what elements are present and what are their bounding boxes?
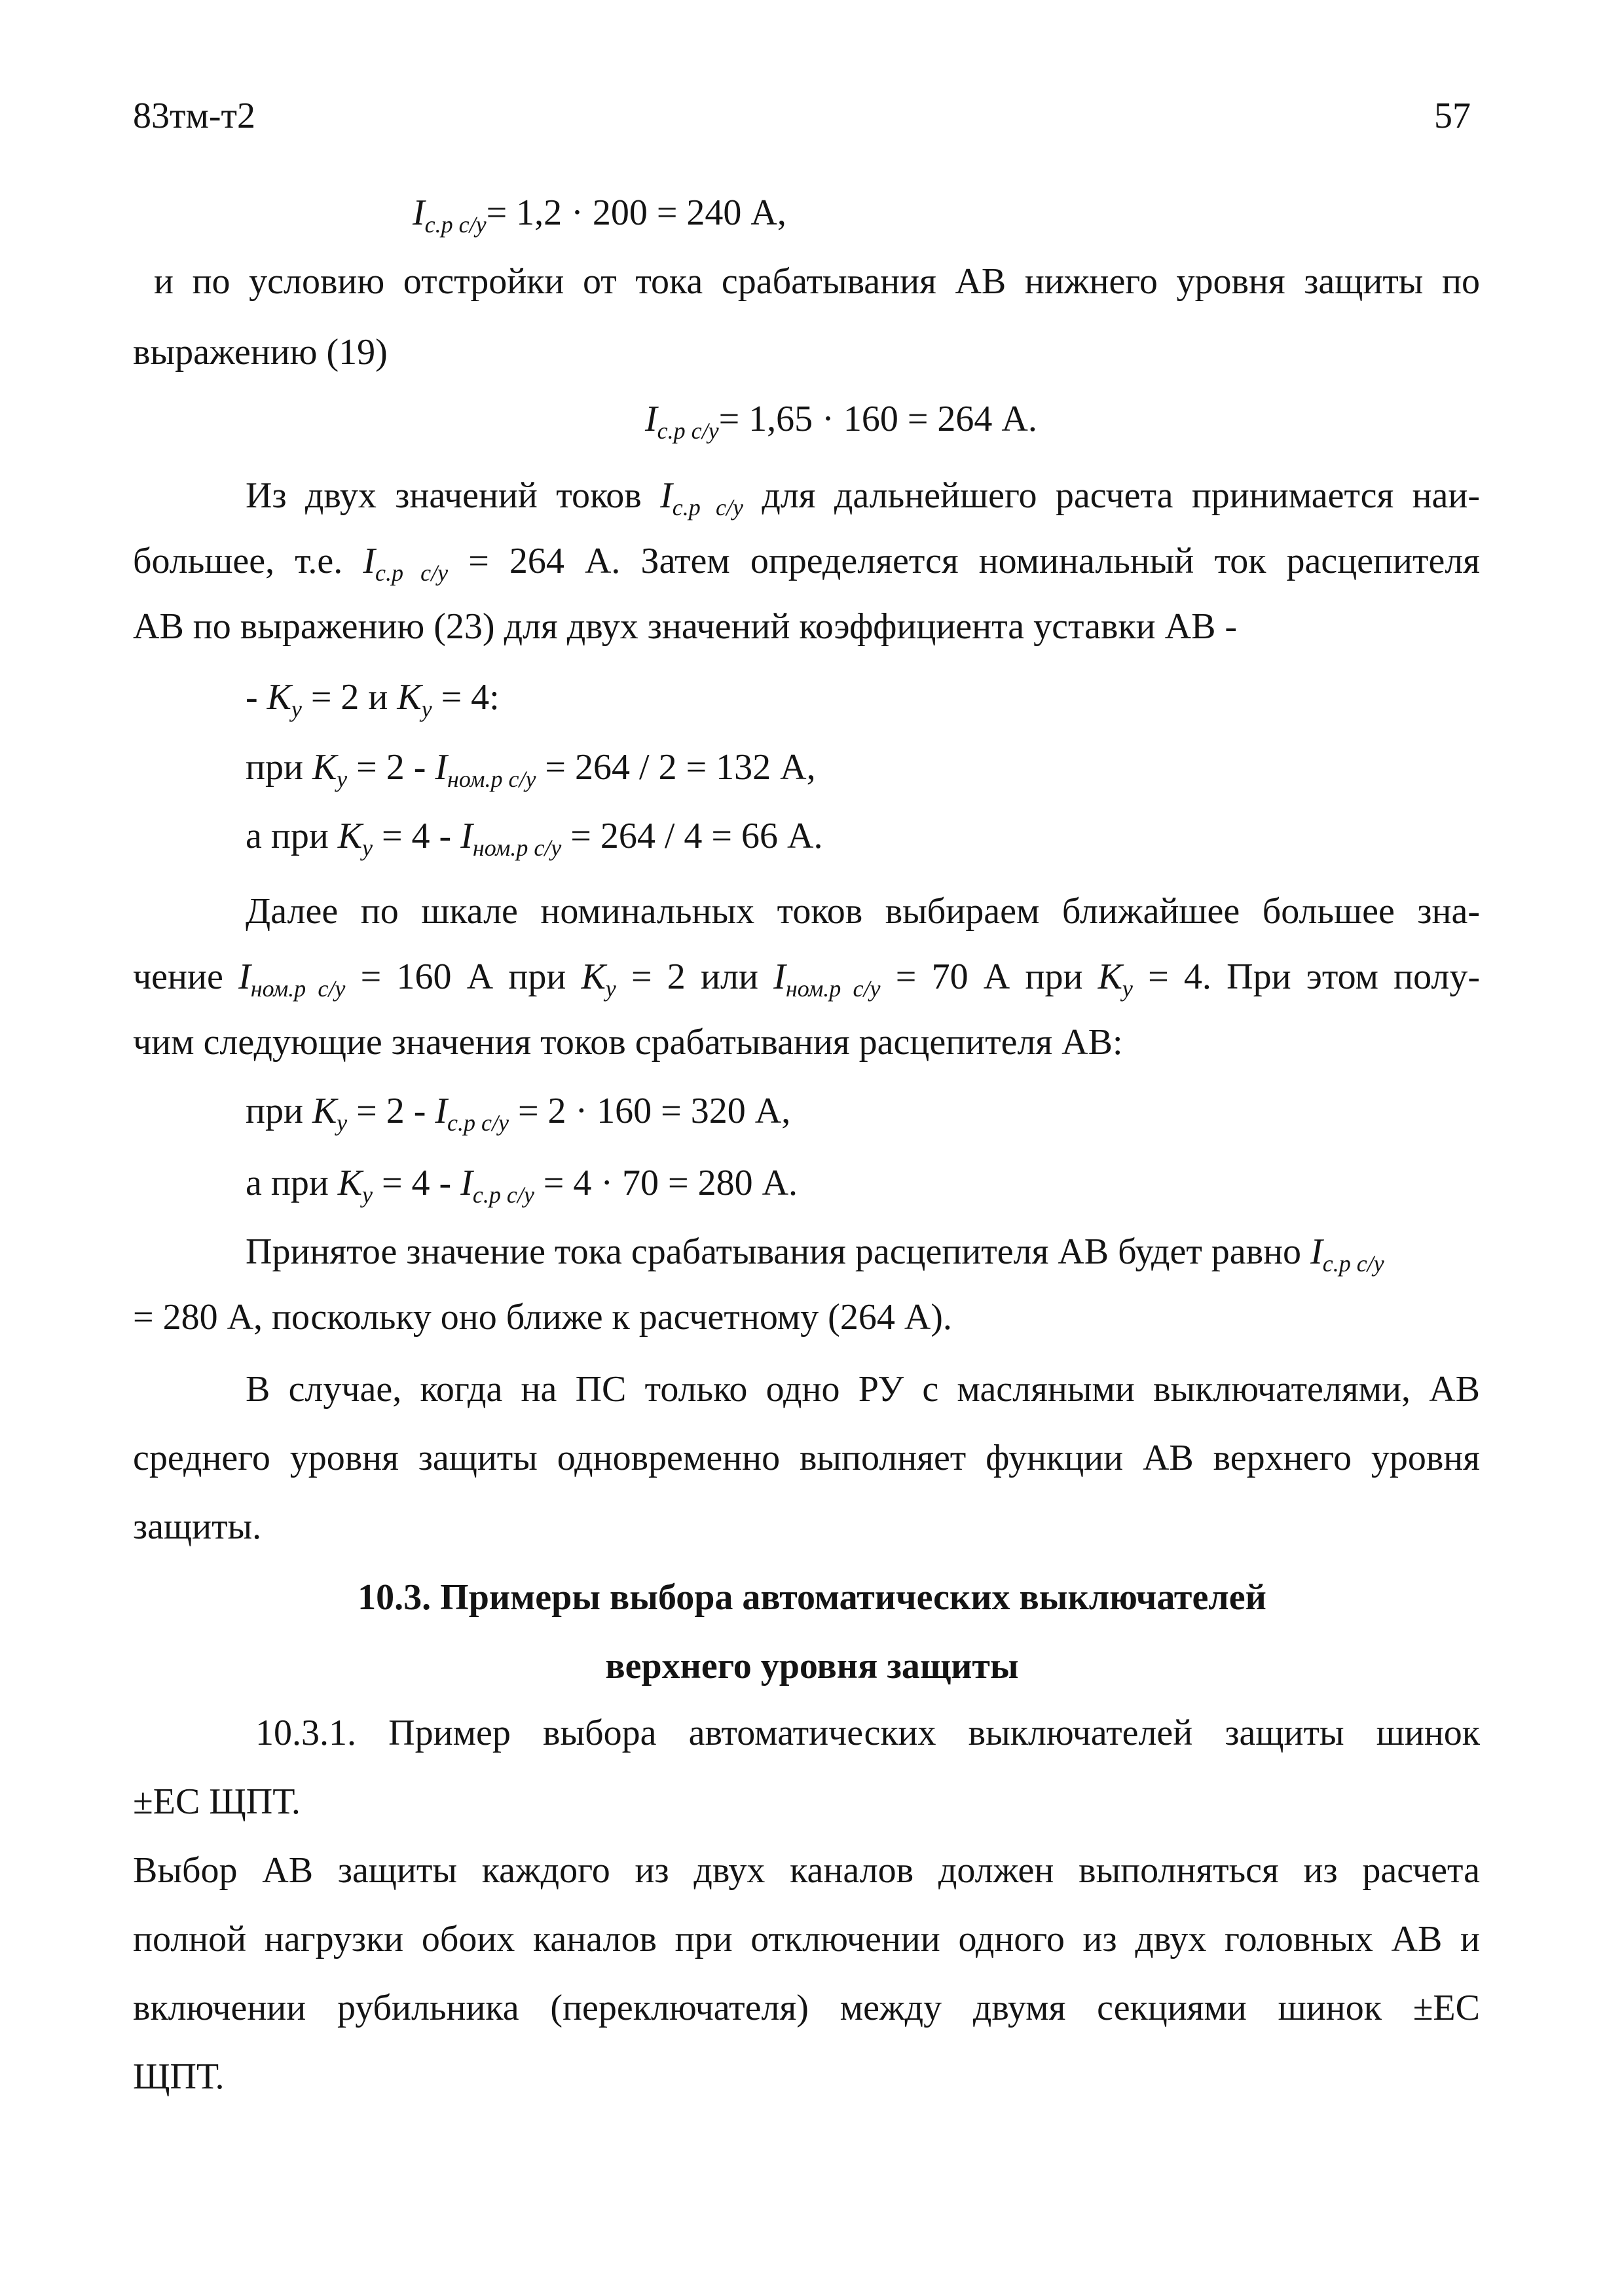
formula-2: $I_{с.р с/у}= 1,65 \cdot 160 = 264$ А. [645, 399, 1037, 444]
page-number: 57 [1434, 96, 1471, 136]
formula-5: при $К_у = 2 - I_{с.р с/у} = 2 \cdot 160 = 320$ А, [246, 1091, 791, 1136]
formula-6: а при $К_у = 4 - I_{с.р с/у} = 4 \cdot 70 = 280$ А. [246, 1163, 798, 1208]
paragraph-1-line-2: выражению (19) [133, 332, 388, 373]
paragraph-5-line-2: среднего уровня защиты одновременно выполняет функции АВ верхнего уровня [133, 1438, 1480, 1478]
paragraph-7-line-3: включении рубильника (переключателя) между двумя секциями шинок ±ЕС [133, 1988, 1480, 2028]
paragraph-7-line-2: полной нагрузки обоих каналов при отключении одного из двух головных АВ и [133, 1919, 1480, 1959]
paragraph-7-line-4: ЩПТ. [133, 2056, 225, 2097]
paragraph-2-line-2: большее, т.е. $I_{с.р с/у} = 264$ А. Затем определяется номинальный ток расцепителя [133, 541, 1481, 586]
formula-3: при $К_у = 2 - I_{ном.р с/у} = 264 / 2 = 132$ А, [246, 747, 816, 792]
paragraph-3-line-1: Далее по шкале номинальных токов выбираем ближайшее большее зна- [246, 891, 1480, 932]
subsection-10-3-1-line-2: ±ЕС ЩПТ. [133, 1781, 301, 1822]
paragraph-3-line-3: чим следующие значения токов срабатывания расцепителя АВ: [133, 1022, 1123, 1063]
section-title-line-2: верхнего уровня защиты [605, 1646, 1019, 1686]
formula-1: $I_{с.р с/у}= 1,2 \cdot 200 = 240$ А, [413, 192, 786, 238]
paragraph-4-line-1: Принятое значение тока срабатывания расцепителя АВ будет равно $I_{с.р с/у}$ [246, 1231, 1384, 1277]
paragraph-4-line-2: = 280 А, поскольку оно ближе к расчетному (264 А). [133, 1297, 952, 1338]
document-code: 83тм-т2 [133, 96, 256, 136]
paragraph-2-line-4: - $К_у = 2$ и $К_у = 4$: [246, 677, 500, 722]
paragraph-2-line-3: АВ по выражению (23) для двух значений коэффициента уставки АВ - [133, 606, 1238, 647]
paragraph-5-line-3: защиты. [133, 1506, 262, 1547]
subsection-10-3-1-line-1: 10.3.1. Пример выбора автоматических выключателей защиты шинок [255, 1713, 1480, 1753]
paragraph-3-line-2: чение $I_{ном.р с/у} = 160$ А при $К_у = 2$ или $I_{ном.р с/у} = 70$ А при $К_у = 4$. При этом полу- [133, 957, 1481, 1002]
paragraph-1-line-1: и по условию отстройки от тока срабатывания АВ нижнего уровня защиты по [154, 261, 1480, 302]
section-title-line-1: 10.3. Примеры выбора автоматических выключателей [358, 1577, 1266, 1618]
paragraph-5-line-1: В случае, когда на ПС только одно РУ с масляными выключателями, АВ [246, 1369, 1480, 1410]
formula-4: а при $К_у = 4 - I_{ном.р с/у} = 264 / 4 = 66$ А. [246, 816, 823, 861]
paragraph-7-line-1: Выбор АВ защиты каждого из двух каналов должен выполняться из расчета [133, 1850, 1480, 1891]
paragraph-2-line-1: Из двух значений токов $I_{с.р с/у}$ для дальнейшего расчета принимается наи- [246, 475, 1481, 520]
